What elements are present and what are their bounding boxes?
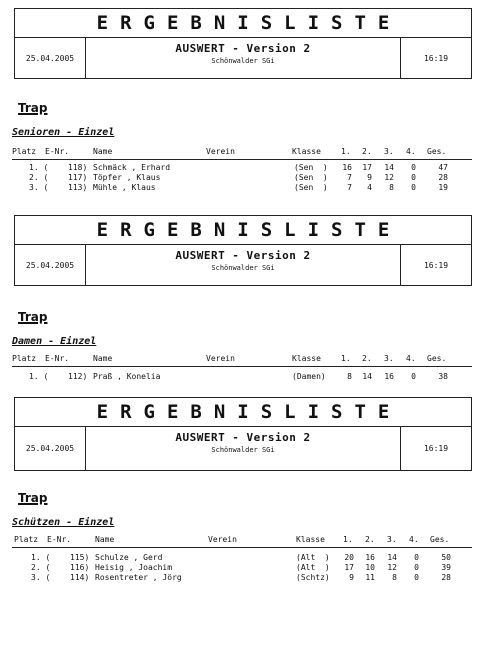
row-name: Schulze , Gerd [95, 553, 163, 562]
club-name: Schönwalder SGi [211, 264, 275, 272]
title-box [14, 215, 472, 245]
title-box [14, 8, 472, 38]
row-name: Mühle , Klaus [93, 183, 156, 192]
info-box [14, 245, 472, 286]
row-class: (Damen) [292, 372, 326, 381]
header-r3: 3. [387, 535, 397, 544]
row-class: (Alt ) [296, 553, 330, 562]
row-r1: 16 [342, 163, 352, 172]
row-place: 2. ( [29, 173, 49, 182]
table-row [12, 183, 472, 193]
row-name: Schmäck , Erhard [93, 163, 171, 172]
program-info [85, 427, 401, 454]
row-nr: 112) [68, 372, 88, 381]
page-title: ERGEBNISLISTE [96, 401, 402, 423]
row-name: Heisig , Joachim [95, 563, 173, 572]
row-total: 28 [438, 173, 448, 182]
row-r3: 8 [392, 573, 397, 582]
header-total: Ges. [427, 147, 447, 156]
row-r3: 12 [387, 563, 397, 572]
table-row [12, 372, 472, 382]
header-r4: 4. [406, 147, 416, 156]
row-r4: 0 [411, 163, 416, 172]
row-total: 28 [441, 573, 451, 582]
result-section-schuetzen [0, 397, 483, 597]
row-place: 2. ( [31, 563, 51, 572]
discipline-heading: Trap [18, 310, 48, 324]
header-r4: 4. [406, 354, 416, 363]
category-heading: Schützen - Einzel [12, 517, 115, 528]
header-r1: 1. [343, 535, 353, 544]
row-class: (Schtz) [296, 573, 330, 582]
category-heading: Senioren - Einzel [12, 127, 115, 138]
row-total: 38 [438, 372, 448, 381]
category-heading: Damen - Einzel [12, 336, 97, 347]
row-r4: 0 [411, 173, 416, 182]
header-r2: 2. [365, 535, 375, 544]
header-class: Klasse [292, 147, 321, 156]
row-r3: 8 [389, 183, 394, 192]
row-r3: 14 [387, 553, 397, 562]
table-header [12, 535, 472, 548]
report-date: 25.04.2005 [15, 38, 86, 78]
row-nr: 115) [70, 553, 90, 562]
row-total: 39 [441, 563, 451, 572]
header-club: Verein [208, 535, 237, 544]
row-nr: 116) [70, 563, 90, 572]
row-r2: 16 [365, 553, 375, 562]
club-name: Schönwalder SGi [211, 57, 275, 65]
table-row [12, 553, 472, 563]
program-name: AUSWERT - Version 2 [175, 249, 311, 262]
header-total: Ges. [427, 354, 447, 363]
row-name: Rosentreter , Jörg [95, 573, 182, 582]
row-nr: 118) [68, 163, 88, 172]
program-name: AUSWERT - Version 2 [175, 431, 311, 444]
row-r2: 10 [365, 563, 375, 572]
result-section-senioren [0, 8, 483, 208]
program-name: AUSWERT - Version 2 [175, 42, 311, 55]
header-place: Platz [12, 354, 37, 363]
row-name: Praß , Konelia [93, 372, 161, 381]
row-place: 3. ( [29, 183, 49, 192]
report-date: 25.04.2005 [15, 245, 86, 285]
row-class: (Sen ) [294, 173, 328, 182]
page-title: ERGEBNISLISTE [96, 12, 402, 34]
report-time: 16:19 [400, 245, 471, 285]
row-total: 50 [441, 553, 451, 562]
row-place: 1. ( [29, 163, 49, 172]
row-r1: 9 [349, 573, 354, 582]
row-r2: 14 [362, 372, 372, 381]
row-total: 19 [438, 183, 448, 192]
header-place: Platz [12, 147, 37, 156]
row-r2: 4 [367, 183, 372, 192]
header-nr: E-Nr. [45, 147, 70, 156]
table-header [12, 147, 472, 160]
row-place: 3. ( [31, 573, 51, 582]
header-r3: 3. [384, 147, 394, 156]
row-r1: 7 [347, 173, 352, 182]
header-class: Klasse [296, 535, 325, 544]
header-name: Name [93, 354, 113, 363]
header-r3: 3. [384, 354, 394, 363]
header-name: Name [93, 147, 113, 156]
row-r2: 17 [362, 163, 372, 172]
title-box [14, 397, 472, 427]
row-class: (Sen ) [294, 183, 328, 192]
header-nr: E-Nr. [45, 354, 70, 363]
row-r1: 7 [347, 183, 352, 192]
program-info [85, 245, 401, 272]
row-r3: 12 [384, 173, 394, 182]
row-r4: 0 [414, 573, 419, 582]
row-r3: 16 [384, 372, 394, 381]
table-row [12, 163, 472, 173]
row-r1: 17 [344, 563, 354, 572]
table-row [12, 173, 472, 183]
discipline-heading: Trap [18, 101, 48, 115]
header-r4: 4. [409, 535, 419, 544]
row-name: Töpfer , Klaus [93, 173, 161, 182]
report-time: 16:19 [400, 38, 471, 78]
row-total: 47 [438, 163, 448, 172]
header-r2: 2. [362, 354, 372, 363]
discipline-heading: Trap [18, 491, 48, 505]
table-row [12, 563, 472, 573]
row-r4: 0 [414, 563, 419, 572]
table-header [12, 354, 472, 367]
header-place: Platz [14, 535, 39, 544]
row-r3: 14 [384, 163, 394, 172]
club-name: Schönwalder SGi [211, 446, 275, 454]
table-row [12, 573, 472, 583]
row-class: (Alt ) [296, 563, 330, 572]
row-r2: 9 [367, 173, 372, 182]
row-class: (Sen ) [294, 163, 328, 172]
row-r4: 0 [411, 183, 416, 192]
row-nr: 114) [70, 573, 90, 582]
header-r1: 1. [341, 354, 351, 363]
row-nr: 113) [68, 183, 88, 192]
header-r1: 1. [341, 147, 351, 156]
info-box [14, 427, 472, 471]
header-nr: E-Nr. [47, 535, 72, 544]
row-r2: 11 [365, 573, 375, 582]
header-class: Klasse [292, 354, 321, 363]
row-r4: 0 [411, 372, 416, 381]
row-r1: 8 [347, 372, 352, 381]
program-info [85, 38, 401, 65]
header-total: Ges. [430, 535, 450, 544]
result-section-damen [0, 215, 483, 415]
row-place: 1. ( [31, 553, 51, 562]
header-club: Verein [206, 354, 235, 363]
header-club: Verein [206, 147, 235, 156]
report-date: 25.04.2005 [15, 427, 86, 470]
row-r1: 20 [344, 553, 354, 562]
info-box [14, 38, 472, 79]
row-r4: 0 [414, 553, 419, 562]
header-r2: 2. [362, 147, 372, 156]
report-time: 16:19 [400, 427, 471, 470]
row-place: 1. ( [29, 372, 49, 381]
row-nr: 117) [68, 173, 88, 182]
page-title: ERGEBNISLISTE [96, 219, 402, 241]
header-name: Name [95, 535, 115, 544]
